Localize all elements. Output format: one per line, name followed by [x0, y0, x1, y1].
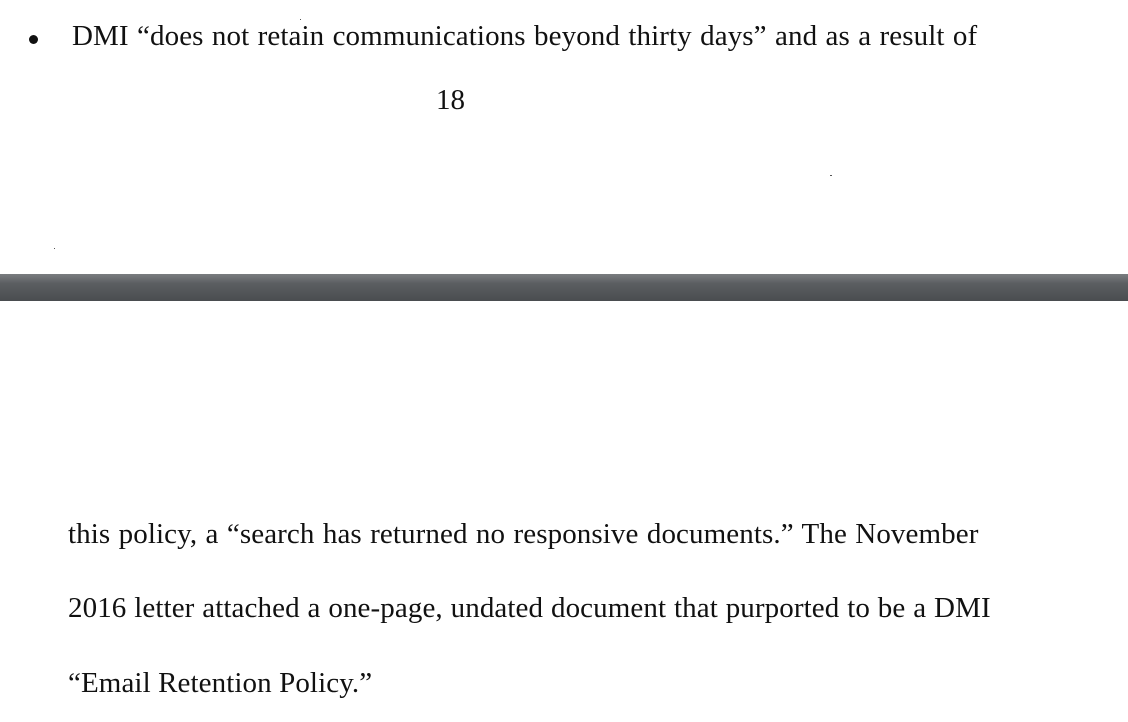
- page-number: 18: [436, 84, 465, 116]
- paragraph-line: 2016 letter attached a one-page, undated document that purported to be a DMI: [68, 592, 991, 624]
- document-page-top: [0, 0, 1128, 274]
- paragraph-line: this policy, a “search has returned no responsive documents.” The November: [68, 518, 979, 550]
- scan-speck: [300, 19, 301, 20]
- scan-speck: [830, 175, 832, 176]
- bullet-list-item: [0, 16, 1128, 56]
- page-break-divider: [0, 274, 1128, 301]
- paragraph-line: “Email Retention Policy.”: [68, 667, 373, 699]
- scan-speck: [54, 248, 55, 249]
- bullet-dot-icon: [29, 35, 38, 44]
- bullet-text: DMI “does not retain communications beyond thirty days” and as a result of: [72, 20, 978, 52]
- document-page-bottom: [0, 301, 1128, 722]
